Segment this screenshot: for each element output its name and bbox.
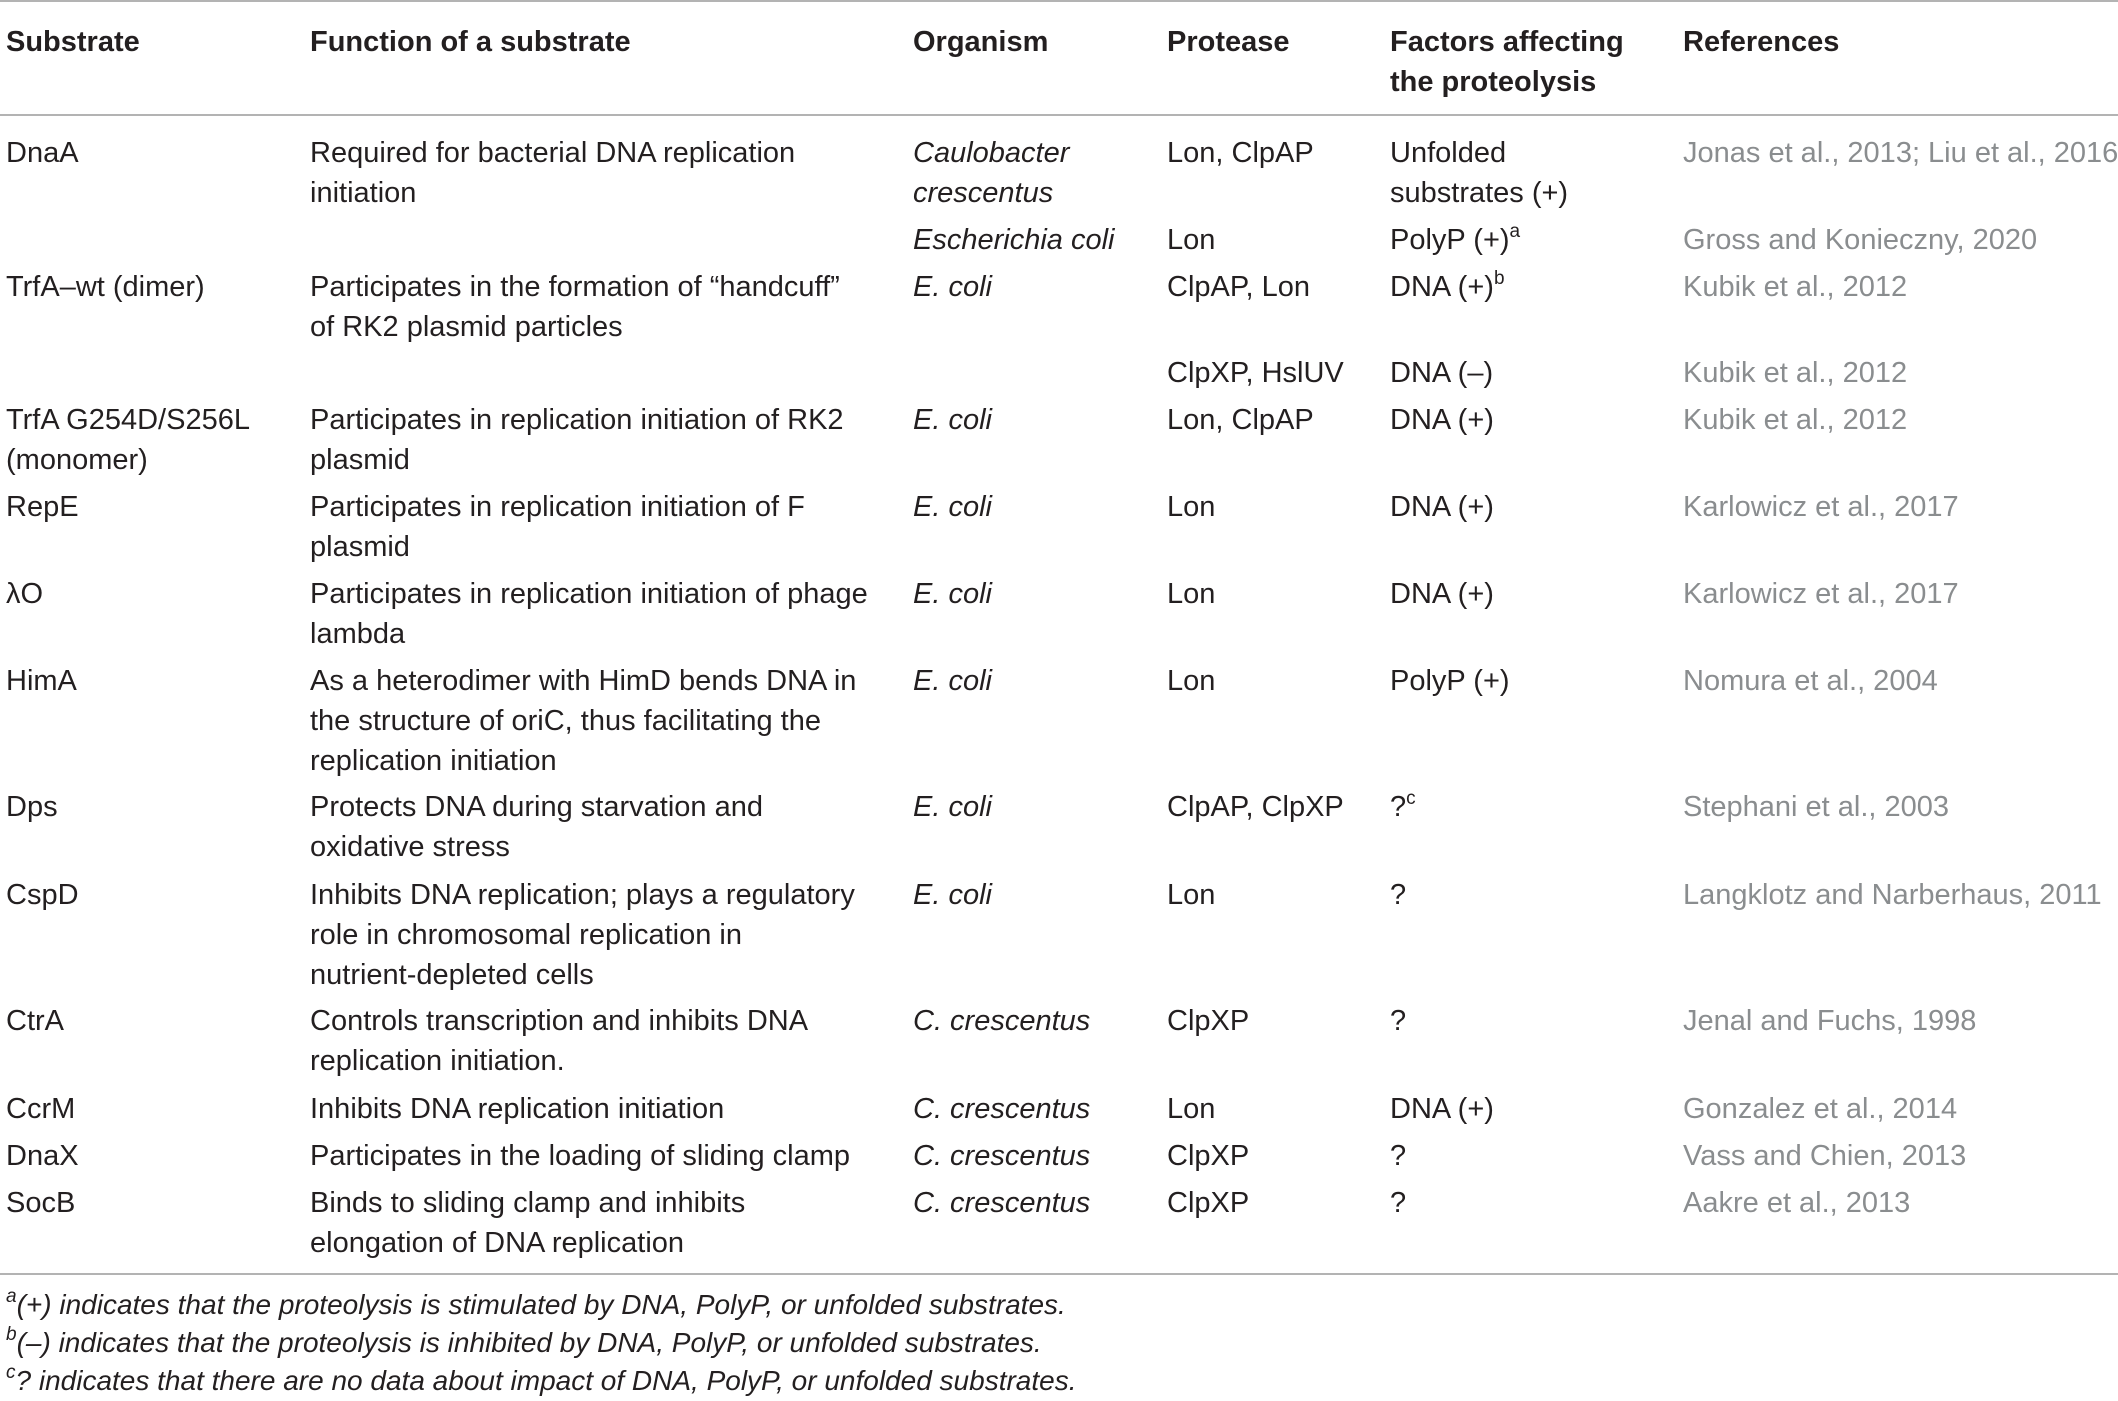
cell-references <box>1683 220 2037 260</box>
cell-references <box>1683 661 1938 701</box>
cell-function-line: Inhibits DNA replication; plays a regulatory <box>310 879 855 911</box>
cell-factors-line: DNA (+) <box>1390 1093 1494 1125</box>
cell-substrate-line: CtrA <box>6 1005 64 1037</box>
header-protease: Protease <box>1167 26 1290 58</box>
cell-function-line: replication initiation <box>310 745 557 777</box>
cell-organism <box>913 1001 1090 1041</box>
cell-factors-line: PolyP $(+)^a$ <box>1390 221 1521 256</box>
cell-function-line: As a heterodimer with HimD bends DNA in <box>310 665 857 697</box>
cell-references <box>1683 487 1959 527</box>
cell-substrate <box>6 1183 75 1223</box>
cell-factors <box>1390 875 1406 915</box>
cell-function-line: Inhibits DNA replication initiation <box>310 1093 725 1125</box>
cell-factors-line: substrates (+) <box>1390 177 1569 209</box>
header-substrate: Substrate <box>6 26 140 58</box>
cell-references-line: Kubik et al., 2012 <box>1683 357 1908 389</box>
cell-references-line: Karlowicz et al., 2017 <box>1683 491 1959 523</box>
cell-function-line: role in chromosomal replication in <box>310 919 742 951</box>
cell-factors-line: ? <box>1390 1140 1407 1172</box>
cell-factors <box>1390 267 1505 307</box>
cell-references-line: Jonas et al., 2013; Liu et al., 2016 <box>1683 137 2118 169</box>
cell-substrate-line: DnaX <box>6 1140 79 1172</box>
footnote-mark: c <box>6 1362 16 1383</box>
cell-references <box>1683 353 1907 393</box>
cell-factors <box>1390 1183 1406 1223</box>
cell-factors-line: ? <box>1390 1005 1407 1037</box>
cell-organism <box>913 787 992 827</box>
cell-protease-line: Lon, ClpAP <box>1167 404 1314 436</box>
cell-factors-line: PolyP (+) <box>1390 665 1510 697</box>
cell-factors-line: ? <box>1390 1187 1407 1219</box>
cell-function-line: Protects DNA during starvation and <box>310 791 763 823</box>
cell-factors <box>1390 661 1510 701</box>
cell-factors <box>1390 487 1494 527</box>
cell-function <box>310 400 844 480</box>
cell-references-line: Stephani et al., 2003 <box>1683 791 1950 823</box>
cell-function-line: the structure of oriC, thus facilitating the <box>310 705 821 737</box>
cell-function-line: replication initiation. <box>310 1045 565 1077</box>
cell-substrate <box>6 574 43 614</box>
cell-function-line: Participates in the formation of “handcuff” <box>310 271 840 303</box>
cell-substrate <box>6 661 77 701</box>
cell-organism <box>913 1183 1090 1223</box>
cell-references <box>1683 1183 1910 1223</box>
cell-protease-line: ClpAP, ClpXP <box>1167 791 1344 823</box>
cell-protease-line: Lon <box>1167 578 1216 610</box>
cell-organism <box>913 133 1069 213</box>
cell-substrate-line: CcrM <box>6 1093 76 1125</box>
cell-factors-line: DNA (–) <box>1390 357 1494 389</box>
cell-references-line: Karlowicz et al., 2017 <box>1683 578 1959 610</box>
cell-function-line: Binds to sliding clamp and inhibits <box>310 1187 746 1219</box>
table-top-rule <box>0 0 2118 2</box>
footnote-marker: b <box>1493 268 1505 289</box>
cell-protease-line: Lon, ClpAP <box>1167 137 1314 169</box>
cell-function <box>310 661 856 781</box>
cell-function-line: nutrient-depleted cells <box>310 959 594 991</box>
cell-references <box>1683 133 2118 173</box>
cell-function-line: lambda <box>310 618 406 650</box>
cell-substrate <box>6 133 79 173</box>
cell-protease-line: ClpXP <box>1167 1187 1250 1219</box>
cell-references <box>1683 400 1907 440</box>
cell-references <box>1683 574 1959 614</box>
header-rule <box>0 114 2118 116</box>
cell-protease <box>1167 1183 1249 1223</box>
cell-references-line: Gonzalez et al., 2014 <box>1683 1093 1958 1125</box>
cell-function <box>310 1089 724 1129</box>
header-function: Function of a substrate <box>310 26 631 58</box>
cell-substrate-line: TrfA G254D/S256L <box>6 404 250 436</box>
cell-substrate-line: Dps <box>6 791 58 823</box>
cell-protease-line: Lon <box>1167 491 1216 523</box>
cell-protease <box>1167 787 1344 827</box>
cell-function-line: Participates in replication initiation of phage <box>310 578 868 610</box>
cell-references <box>1683 1136 1966 1176</box>
cell-factors <box>1390 353 1493 393</box>
cell-protease <box>1167 220 1215 260</box>
cell-factors <box>1390 574 1494 614</box>
cell-protease-line: ClpXP <box>1167 1005 1250 1037</box>
cell-substrate-line: TrfA–wt (dimer) <box>6 271 205 303</box>
cell-references-line: Nomura et al., 2004 <box>1683 665 1938 697</box>
cell-organism <box>913 1136 1090 1176</box>
cell-references <box>1683 1001 1976 1041</box>
header-organism: Organism <box>913 26 1049 58</box>
cell-factors-line: DNA (+) <box>1390 404 1494 436</box>
cell-factors-line: ? <box>1390 879 1407 911</box>
cell-organism <box>913 220 1114 260</box>
cell-function-line: oxidative stress <box>310 831 510 863</box>
cell-factors <box>1390 1001 1406 1041</box>
cell-organism-line: E. coli <box>913 271 992 303</box>
header-factors-line1: Factors affecting <box>1390 26 1624 58</box>
cell-substrate <box>6 787 58 827</box>
cell-references <box>1683 875 2102 915</box>
cell-factors-line: Unfolded <box>1390 137 1507 169</box>
cell-function <box>310 133 795 213</box>
footnote <box>6 1362 1077 1400</box>
cell-organism <box>913 1089 1090 1129</box>
cell-function-line: Participates in the loading of sliding clamp <box>310 1140 851 1172</box>
cell-factors-line: DNA $(+)^b$ <box>1390 268 1505 303</box>
cell-function-line: of RK2 plasmid particles <box>310 311 623 343</box>
cell-organism-line: Caulobacter <box>913 137 1070 169</box>
cell-protease <box>1167 133 1314 173</box>
footnote-text: (+) indicates that the proteolysis is stimulated by DNA, PolyP, or unfolded substrates. <box>16 1289 1066 1320</box>
cell-function <box>310 267 840 347</box>
cell-references <box>1683 267 1907 307</box>
cell-factors <box>1390 787 1416 827</box>
cell-protease <box>1167 487 1215 527</box>
cell-protease-line: ClpXP <box>1167 1140 1250 1172</box>
cell-organism-line: E. coli <box>913 665 992 697</box>
cell-protease <box>1167 267 1310 307</box>
header-references: References <box>1683 26 1840 58</box>
cell-function <box>310 487 805 567</box>
cell-protease <box>1167 661 1215 701</box>
cell-function-line: elongation of DNA replication <box>310 1227 685 1259</box>
cell-references-line: Langklotz and Narberhaus, 2011 <box>1683 879 2102 911</box>
footnote <box>6 1324 1042 1362</box>
cell-references-line: Vass and Chien, 2013 <box>1683 1140 1967 1172</box>
cell-function-line: plasmid <box>310 444 410 476</box>
cell-function-line: Participates in replication initiation of F <box>310 491 805 523</box>
cell-substrate <box>6 1089 75 1129</box>
footnote-marker: c <box>1406 788 1416 809</box>
cell-function <box>310 787 763 867</box>
cell-organism-line: E. coli <box>913 404 992 436</box>
cell-organism-line: C. crescentus <box>913 1005 1091 1037</box>
cell-organism <box>913 487 992 527</box>
cell-protease <box>1167 1001 1249 1041</box>
cell-protease-line: ClpXP, HslUV <box>1167 357 1344 389</box>
header-factors <box>1390 22 1624 102</box>
cell-function <box>310 1136 850 1176</box>
footnote-marker: a <box>1509 221 1521 242</box>
cell-substrate <box>6 1001 64 1041</box>
cell-references <box>1683 1089 1957 1129</box>
cell-protease <box>1167 574 1215 614</box>
cell-substrate <box>6 875 79 915</box>
cell-substrate <box>6 1136 79 1176</box>
cell-organism <box>913 875 992 915</box>
cell-organism-line: C. crescentus <box>913 1140 1091 1172</box>
cell-references-line: Kubik et al., 2012 <box>1683 271 1908 303</box>
cell-organism-line: C. crescentus <box>913 1187 1091 1219</box>
footnote-text: (–) indicates that the proteolysis is inhibited by DNA, PolyP, or unfolded substrates. <box>16 1327 1042 1358</box>
cell-protease <box>1167 1136 1249 1176</box>
cell-function-line: Required for bacterial DNA replication <box>310 137 796 169</box>
cell-protease <box>1167 1089 1215 1129</box>
cell-factors <box>1390 220 1520 260</box>
cell-function <box>310 875 855 995</box>
cell-organism-line: E. coli <box>913 491 992 523</box>
cell-function-line: Controls transcription and inhibits DNA <box>310 1005 809 1037</box>
cell-references-line: Kubik et al., 2012 <box>1683 404 1908 436</box>
cell-function-line: plasmid <box>310 531 410 563</box>
cell-organism <box>913 400 992 440</box>
cell-protease-line: Lon <box>1167 224 1216 256</box>
cell-function <box>310 574 868 654</box>
cell-factors-line: ?$^c$ <box>1390 788 1416 823</box>
cell-substrate <box>6 400 250 480</box>
cell-function <box>310 1183 745 1263</box>
cell-organism <box>913 661 992 701</box>
cell-protease <box>1167 875 1215 915</box>
cell-substrate-line: (monomer) <box>6 444 148 476</box>
cell-protease <box>1167 400 1314 440</box>
table-bottom-rule <box>0 1273 2118 1275</box>
cell-protease <box>1167 353 1344 393</box>
cell-references-line: Jenal and Fuchs, 1998 <box>1683 1005 1977 1037</box>
cell-organism <box>913 574 992 614</box>
cell-factors <box>1390 400 1494 440</box>
cell-function <box>310 1001 808 1081</box>
cell-organism-line: C. crescentus <box>913 1093 1091 1125</box>
cell-factors-line: DNA (+) <box>1390 578 1494 610</box>
cell-organism-line: crescentus <box>913 177 1054 209</box>
cell-substrate-line: λO <box>6 578 44 610</box>
cell-function-line: initiation <box>310 177 417 209</box>
cell-factors <box>1390 133 1568 213</box>
cell-substrate-line: RepE <box>6 491 79 523</box>
cell-references-line: Gross and Konieczny, 2020 <box>1683 224 2038 256</box>
footnote <box>6 1286 1066 1324</box>
cell-organism-line: E. coli <box>913 791 992 823</box>
cell-substrate-line: DnaA <box>6 137 79 169</box>
cell-protease-line: Lon <box>1167 665 1216 697</box>
cell-references <box>1683 787 1949 827</box>
cell-factors-line: DNA (+) <box>1390 491 1494 523</box>
cell-organism-line: Escherichia coli <box>913 224 1115 256</box>
cell-factors <box>1390 1089 1494 1129</box>
cell-substrate-line: SocB <box>6 1187 76 1219</box>
cell-organism-line: E. coli <box>913 879 992 911</box>
cell-factors <box>1390 1136 1406 1176</box>
cell-organism-line: E. coli <box>913 578 992 610</box>
cell-references-line: Aakre et al., 2013 <box>1683 1187 1911 1219</box>
header-factors-line2: the proteolysis <box>1390 66 1597 98</box>
cell-substrate <box>6 487 79 527</box>
cell-protease-line: Lon <box>1167 1093 1216 1125</box>
cell-protease-line: ClpAP, Lon <box>1167 271 1310 303</box>
cell-function-line: Participates in replication initiation of RK2 <box>310 404 844 436</box>
cell-protease-line: Lon <box>1167 879 1216 911</box>
cell-organism <box>913 267 992 307</box>
cell-substrate <box>6 267 205 307</box>
footnote-mark: a <box>6 1286 17 1307</box>
cell-substrate-line: CspD <box>6 879 79 911</box>
footnote-text: ? indicates that there are no data about impact of DNA, PolyP, or unfolded substrates. <box>15 1365 1077 1396</box>
footnote-mark: b <box>6 1324 17 1345</box>
cell-substrate-line: HimA <box>6 665 77 697</box>
